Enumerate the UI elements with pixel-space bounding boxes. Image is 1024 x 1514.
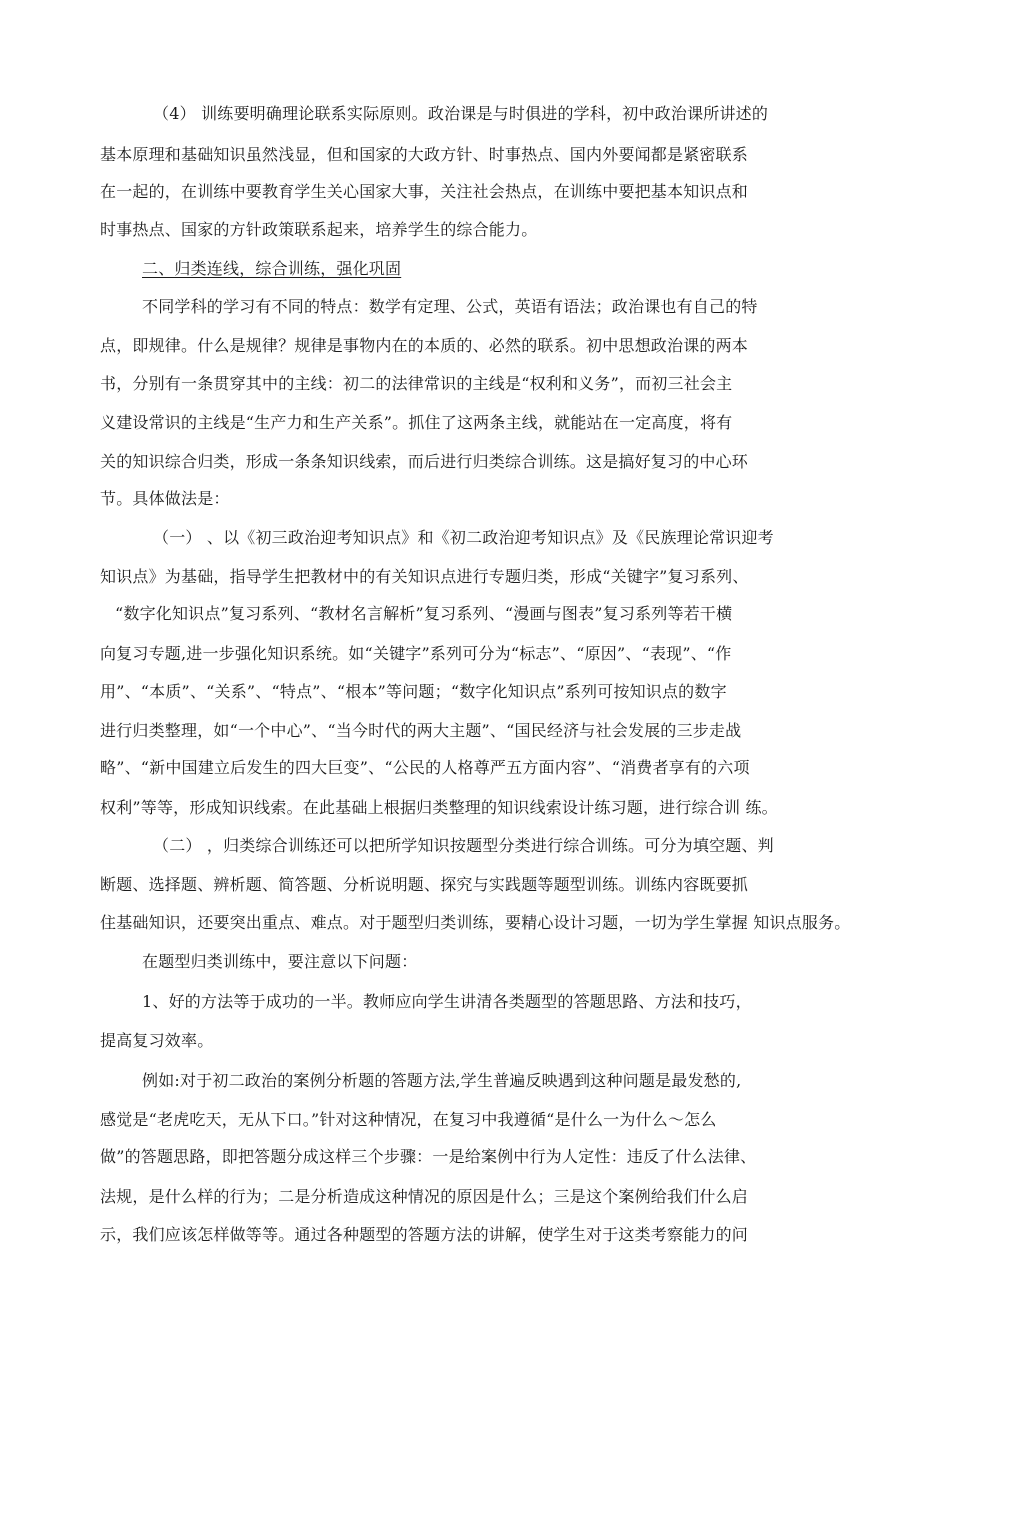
paragraph-line: 断题、选择题、辨析题、简答题、分析说明题、探究与实践题等题型训练。训练内容既要抓 [100,875,749,894]
paragraph-line: 关的知识综合归类，形成一条条知识线索，而后进行归类综合训练。这是搞好复习的中心环 [100,452,749,471]
paragraph-line: （二） ，归类综合训练还可以把所学知识按题型分类进行综合训练。可分为填空题、判 [153,836,774,855]
paragraph-line: 做”的答题思路，即把答题分成这样三个步骤：一是给案例中行为人定性：违反了什么法律、 [100,1147,757,1166]
paragraph-line: 例如:对于初二政治的案例分析题的答题方法,学生普遍反映遇到这种问题是最发愁的, [142,1071,742,1090]
paragraph-line: 权利”等等，形成知识线索。在此基础上根据归类整理的知识线索设计练习题，进行综合训 练。 [100,798,778,817]
section-heading: 二、归类连线，综合训练，强化巩固 [142,259,402,278]
paragraph-line: （一） 、以《初三政治迎考知识点》和《初二政治迎考知识点》及《民族理论常识迎考 [153,528,774,547]
paragraph-line: 1、好的方法等于成功的一半。教师应向学生讲清各类题型的答题思路、方法和技巧， [142,992,752,1011]
paragraph-line: 在题型归类训练中，要注意以下问题： [142,952,418,971]
paragraph-line: “数字化知识点”复习系列、“教材名言解析”复习系列、“漫画与图表”复习系列等若干横 [115,604,733,623]
paragraph-line: 书，分别有一条贯穿其中的主线：初二的法律常识的主线是“权利和义务”，而初三社会主 [100,374,733,393]
paragraph-line: 略”、“新中国建立后发生的四大巨变”、“公民的人格尊严五方面内容”、“消费者享有的六项 [100,758,750,777]
paragraph-line: 基本原理和基础知识虽然浅显，但和国家的大政方针、时事热点、国内外要闻都是紧密联系 [100,145,749,164]
paragraph-line: 进行归类整理，如“一个中心”、“当今时代的两大主题”、“国民经济与社会发展的三步走战 [100,721,742,740]
paragraph-line: 知识点》为基础，指导学生把教材中的有关知识点进行专题归类，形成“关键字”复习系列、 [100,567,749,586]
paragraph-line: 法规，是什么样的行为；二是分析造成这种情况的原因是什么；三是这个案例给我们什么启 [100,1187,749,1206]
paragraph-line: 感觉是“老虎吃天，无从下口。”针对这种情况，在复习中我遵循“是什么一为什么～怎么 [100,1110,717,1129]
paragraph-line: 点，即规律。什么是规律？规律是事物内在的本质的、必然的联系。初中思想政治课的两本 [100,336,749,355]
paragraph-line: 用”、“本质”、“关系”、“特点”、“根本”等问题；“数字化知识点”系列可按知识点的数字 [100,682,727,701]
paragraph-line: 提高复习效率。 [100,1031,214,1050]
paragraph-line: 义建设常识的主线是“生产力和生产关系”。抓住了这两条主线，就能站在一定高度，将有 [100,413,733,432]
paragraph-line: 时事热点、国家的方针政策联系起来，培养学生的综合能力。 [100,220,538,239]
paragraph-line: 示，我们应该怎样做等等。通过各种题型的答题方法的讲解，使学生对于这类考察能力的问 [100,1225,749,1244]
paragraph-line: 住基础知识，还要突出重点、难点。对于题型归类训练，要精心设计习题，一切为学生掌握 知识点服务。 [100,913,851,932]
paragraph-line: 不同学科的学习有不同的特点：数学有定理、公式，英语有语法；政治课也有自己的特 [142,297,758,316]
paragraph-line: （4） 训练要明确理论联系实际原则。政治课是与时俱进的学科，初中政治课所讲述的 [153,104,769,123]
paragraph-line: 节。具体做法是： [100,489,230,508]
paragraph-line: 在一起的，在训练中要教育学生关心国家大事，关注社会热点，在训练中要把基本知识点和 [100,182,749,201]
paragraph-line: 向复习专题,进一步强化知识系统。如“关键字”系列可分为“标志”、“原因”、“表现”、“作 [100,644,732,663]
